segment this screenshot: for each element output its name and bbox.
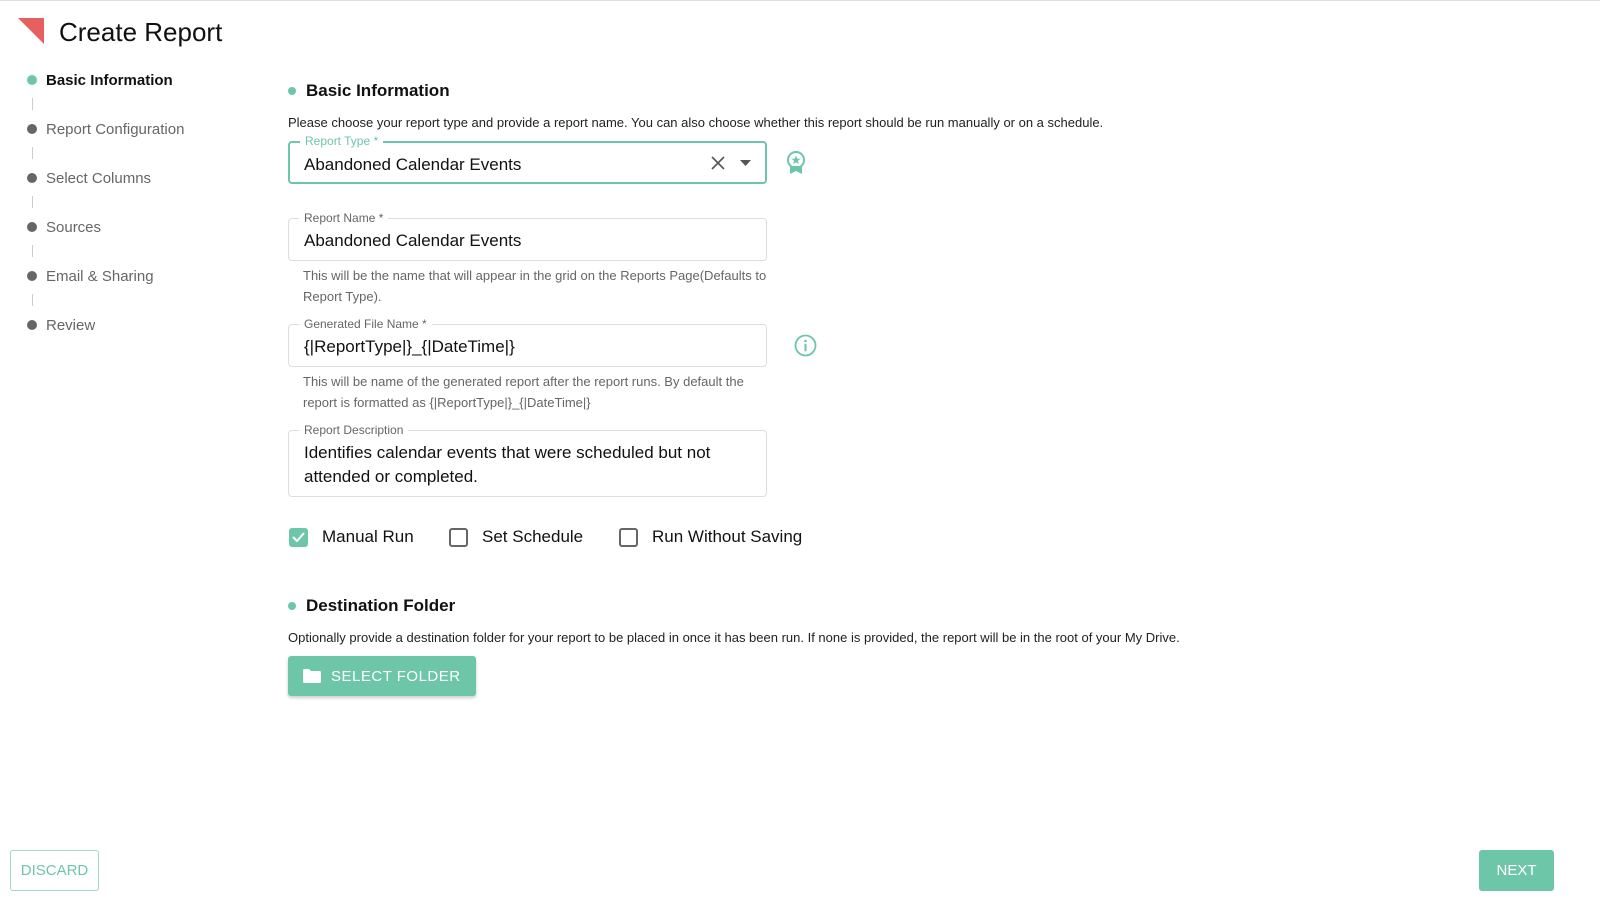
section-heading: Basic Information [306,81,450,100]
set-schedule-checkbox[interactable] [449,527,583,547]
field-value: Identifies calendar events that were scheduled but not attended or completed. [304,443,711,486]
checkbox-label: Run Without Saving [652,527,803,546]
step-connector [32,98,33,110]
step-dot [27,173,37,183]
report-name-input[interactable] [288,211,767,261]
checkbox-unchecked-icon [449,528,468,547]
report-name-help: This will be the name that will appear in the grid on the Reports Page(Defaults to Report Type). [303,268,767,304]
step-dot [27,75,37,85]
section-heading: Destination Folder [306,596,456,615]
award-icon[interactable] [786,151,806,175]
step-label: Email & Sharing [46,267,154,285]
run-without-saving-checkbox[interactable] [619,527,802,547]
step-report-configuration[interactable] [27,120,184,138]
chevron-down-icon[interactable] [740,160,751,166]
step-connector [32,294,33,306]
generated-file-name-input[interactable] [288,317,767,367]
field-value: {|ReportType|}_{|DateTime|} [304,337,515,356]
checkbox-label: Manual Run [322,527,414,546]
step-basic-information[interactable] [27,71,184,89]
step-dot [27,124,37,134]
step-sources[interactable] [27,218,184,236]
page-title: Create Report [59,17,223,47]
manual-run-checkbox[interactable] [289,527,414,547]
destination-description: Optionally provide a destination folder for your report to be placed in once it has been run. If none is provided, the report will be in the root of your My Drive. [288,630,1180,645]
step-select-columns[interactable] [27,169,184,187]
next-button[interactable]: NEXT [1479,850,1554,891]
step-label: Select Columns [46,169,152,187]
step-connector [32,147,33,159]
info-icon[interactable] [794,334,817,357]
step-review[interactable] [27,316,184,334]
section-dot [288,87,296,95]
step-connector [32,245,33,257]
section-destination-folder [288,596,455,616]
basic-description: Please choose your report type and provide a report name. You can also choose whether this report should be run manually or on a schedule. [288,115,1104,130]
checkbox-unchecked-icon [619,528,638,547]
field-label: Generated File Name * [299,317,432,331]
step-label: Report Configuration [46,120,185,138]
field-label: Report Name * [299,211,388,225]
field-value: Abandoned Calendar Events [304,155,522,174]
field-value: Abandoned Calendar Events [304,231,522,250]
checkbox-checked-icon [289,528,308,547]
section-basic-information [288,81,450,101]
discard-button[interactable]: DISCARD [10,850,99,891]
logo-icon [18,18,44,44]
folder-icon [303,669,321,683]
file-name-help: This will be name of the generated report after the report runs. By default the report is formatted as {|ReportType|}_{|DateTime|} [303,374,744,410]
step-dot [27,320,37,330]
step-label: Basic Information [46,71,173,89]
step-label: Sources [46,218,102,236]
checkbox-label: Set Schedule [482,527,584,546]
field-label: Report Type * [300,134,383,148]
stepper [27,71,184,334]
field-label: Report Description [299,423,408,437]
step-connector [32,196,33,208]
clear-icon[interactable] [711,156,725,170]
report-description-textarea[interactable] [288,423,767,497]
step-label: Review [46,316,96,334]
step-dot [27,271,37,281]
button-label: SELECT FOLDER [331,667,461,685]
section-dot [288,602,296,610]
select-folder-button[interactable] [288,656,476,696]
report-type-select[interactable] [288,134,767,184]
step-email-sharing[interactable] [27,267,184,285]
step-dot [27,222,37,232]
